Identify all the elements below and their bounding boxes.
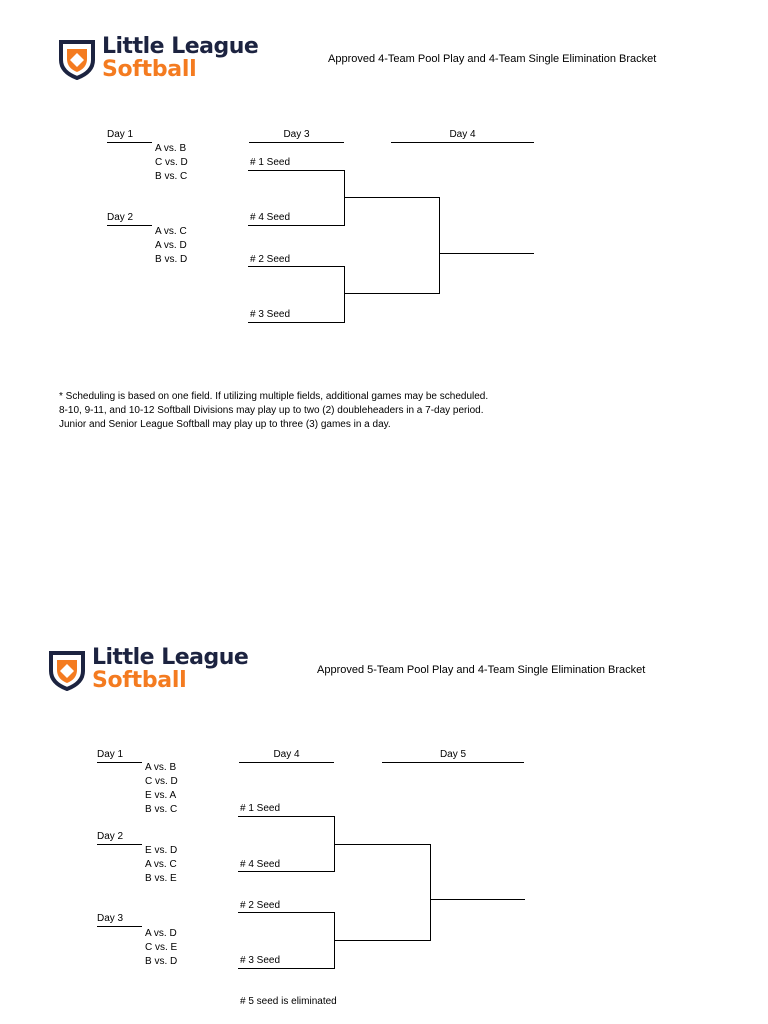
logo-line-1: Little League — [102, 34, 259, 59]
bracket2-day3-game3: B vs. D — [145, 956, 178, 967]
bracket2-day3-header: Day 3 — [97, 913, 142, 927]
bracket2-day2-game1: E vs. D — [145, 845, 178, 856]
bracket2-seed-2: # 2 Seed — [240, 900, 281, 911]
bracket1-day1-game1: A vs. B — [155, 143, 187, 154]
bracket2-title: Approved 5-Team Pool Play and 4-Team Single Elimination Bracket — [317, 664, 646, 676]
bracket2-day2-game3: B vs. E — [145, 873, 177, 884]
bracket2-day1-header: Day 1 — [97, 749, 142, 763]
bracket1-day2-header: Day 2 — [107, 212, 152, 226]
bracket2-final-day-header: Day 5 — [382, 749, 524, 763]
bracket2-semis-day-header: Day 4 — [239, 749, 334, 763]
bracket1-day1-game2: C vs. D — [155, 157, 188, 168]
bracket2-seed-3: # 3 Seed — [240, 955, 281, 966]
logo-line-2: Softball — [102, 57, 197, 82]
bracket1-seed-1: # 1 Seed — [250, 157, 291, 168]
bracket2-day1-game4: B vs. C — [145, 804, 178, 815]
bracket2-day3-game1: A vs. D — [145, 928, 177, 939]
bracket2-day3-game2: C vs. E — [145, 942, 178, 953]
bracket1-seed-2: # 2 Seed — [250, 254, 291, 265]
bracket1-day1-game3: B vs. C — [155, 171, 188, 182]
bracket1-seed-3: # 3 Seed — [250, 309, 291, 320]
bracket1-seed-4: # 4 Seed — [250, 212, 291, 223]
bracket2-day1-game2: C vs. D — [145, 776, 178, 787]
bracket2-footnote: # 5 seed is eliminated — [240, 996, 337, 1007]
bracket1-note-3: Junior and Senior League Softball may play up to three (3) games in a day. — [59, 419, 391, 430]
bracket1-semis-day-header: Day 3 — [249, 129, 344, 143]
bracket1-day2-game2: A vs. D — [155, 240, 187, 251]
logo-line-2: Softball — [92, 668, 187, 693]
bracket1-day2-game3: B vs. D — [155, 254, 188, 265]
logo-line-1: Little League — [92, 645, 249, 670]
bracket2-seed-4: # 4 Seed — [240, 859, 281, 870]
bracket2-day2-game2: A vs. C — [145, 859, 177, 870]
bracket1-note-1: * Scheduling is based on one field. If utilizing multiple fields, additional games may be scheduled. — [59, 391, 489, 402]
bracket1-title: Approved 4-Team Pool Play and 4-Team Single Elimination Bracket — [328, 53, 657, 65]
bracket1-day1-header: Day 1 — [107, 129, 152, 143]
bracket1-day2-game1: A vs. C — [155, 226, 187, 237]
bracket1-final-day-header: Day 4 — [391, 129, 534, 143]
bracket2-day2-header: Day 2 — [97, 831, 142, 845]
bracket1-note-2: 8-10, 9-11, and 10-12 Softball Divisions may play up to two (2) doubleheaders in a 7-day period. — [59, 405, 484, 416]
bracket2-day1-game3: E vs. A — [145, 790, 177, 801]
bracket2-day1-game1: A vs. B — [145, 762, 177, 773]
bracket2-seed-1: # 1 Seed — [240, 803, 281, 814]
